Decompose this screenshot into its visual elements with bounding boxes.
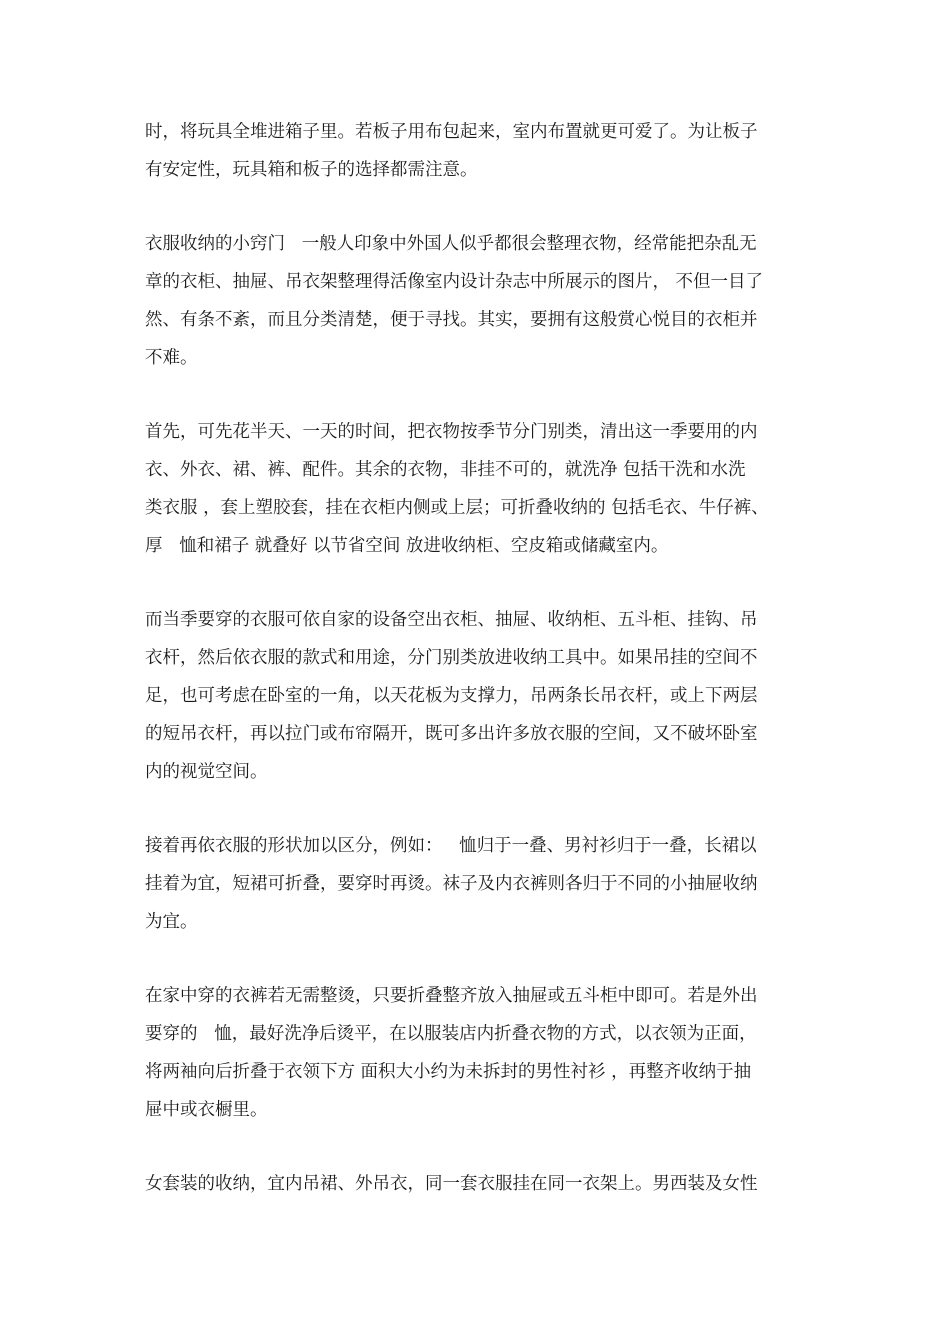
text-line: 屉中或衣橱里。 [145, 1100, 268, 1120]
text-line: 内的视觉空间。 [145, 762, 268, 782]
text-line: 在家中穿的衣裤若无需整烫，只要折叠整齐放入抽屉或五斗柜中即可。若是外出 [145, 986, 758, 1006]
text-line: 为宜。 [145, 912, 198, 932]
text-line: 然、有条不紊，而且分类清楚，便于寻找。其实，要拥有这般赏心悦目的衣柜并 [145, 310, 758, 330]
text-line: 厚 恤和裙子 就叠好 以节省空间 放进收纳柜、空皮箱或储藏室内。 [145, 536, 669, 556]
text-line: 不难。 [145, 348, 198, 368]
text-line: 的短吊衣杆，再以拉门或布帘隔开，既可多出许多放衣服的空间，又不破坏卧室 [145, 724, 758, 744]
text-line: 女套装的收纳，宜内吊裙、外吊衣，同一套衣服挂在同一衣架上。男西装及女性 [145, 1174, 758, 1194]
text-line: 衣服收纳的小窍门 一般人印象中外国人似乎都很会整理衣物，经常能把杂乱无 [145, 234, 757, 254]
text-line: 将两袖向后折叠于衣领下方 面积大小约为未拆封的男性衬衫 ，再整齐收纳于抽 [145, 1062, 752, 1082]
text-line: 挂着为宜，短裙可折叠，要穿时再烫。袜子及内衣裤则各归于不同的小抽屉收纳 [145, 874, 758, 894]
text-line: 类衣服 ，套上塑胶套，挂在衣柜内侧或上层；可折叠收纳的 包括毛衣、牛仔裤、 [145, 498, 769, 518]
text-line: 足，也可考虑在卧室的一角，以天花板为支撑力，吊两条长吊衣杆，或上下两层 [145, 686, 758, 706]
text-line: 时，将玩具全堆进箱子里。若板子用布包起来，室内布置就更可爱了。为让板子 [145, 122, 758, 142]
text-line: 有安定性，玩具箱和板子的选择都需注意。 [145, 160, 478, 180]
text-line: 章的衣柜、抽屉、吊衣架整理得活像室内设计杂志中所展示的图片， 不但一目了 [145, 272, 764, 292]
text-line: 衣、外衣、裙、裤、配件。其余的衣物，非挂不可的，就洗净 包括干洗和水洗 [145, 460, 746, 480]
text-line: 而当季要穿的衣服可依自家的设备空出衣柜、抽屉、收纳柜、五斗柜、挂钩、吊 [145, 610, 758, 630]
text-line: 要穿的 恤，最好洗净后烫平，在以服装店内折叠衣物的方式，以衣领为正面， [145, 1024, 757, 1044]
text-line: 衣杆，然后依衣服的款式和用途，分门别类放进收纳工具中。如果吊挂的空间不 [145, 648, 758, 668]
text-line: 接着再依衣服的形状加以区分，例如： 恤归于一叠、男衬衫归于一叠，长裙以 [145, 836, 757, 856]
text-line: 首先，可先花半天、一天的时间，把衣物按季节分门别类，清出这一季要用的内 [145, 422, 758, 442]
